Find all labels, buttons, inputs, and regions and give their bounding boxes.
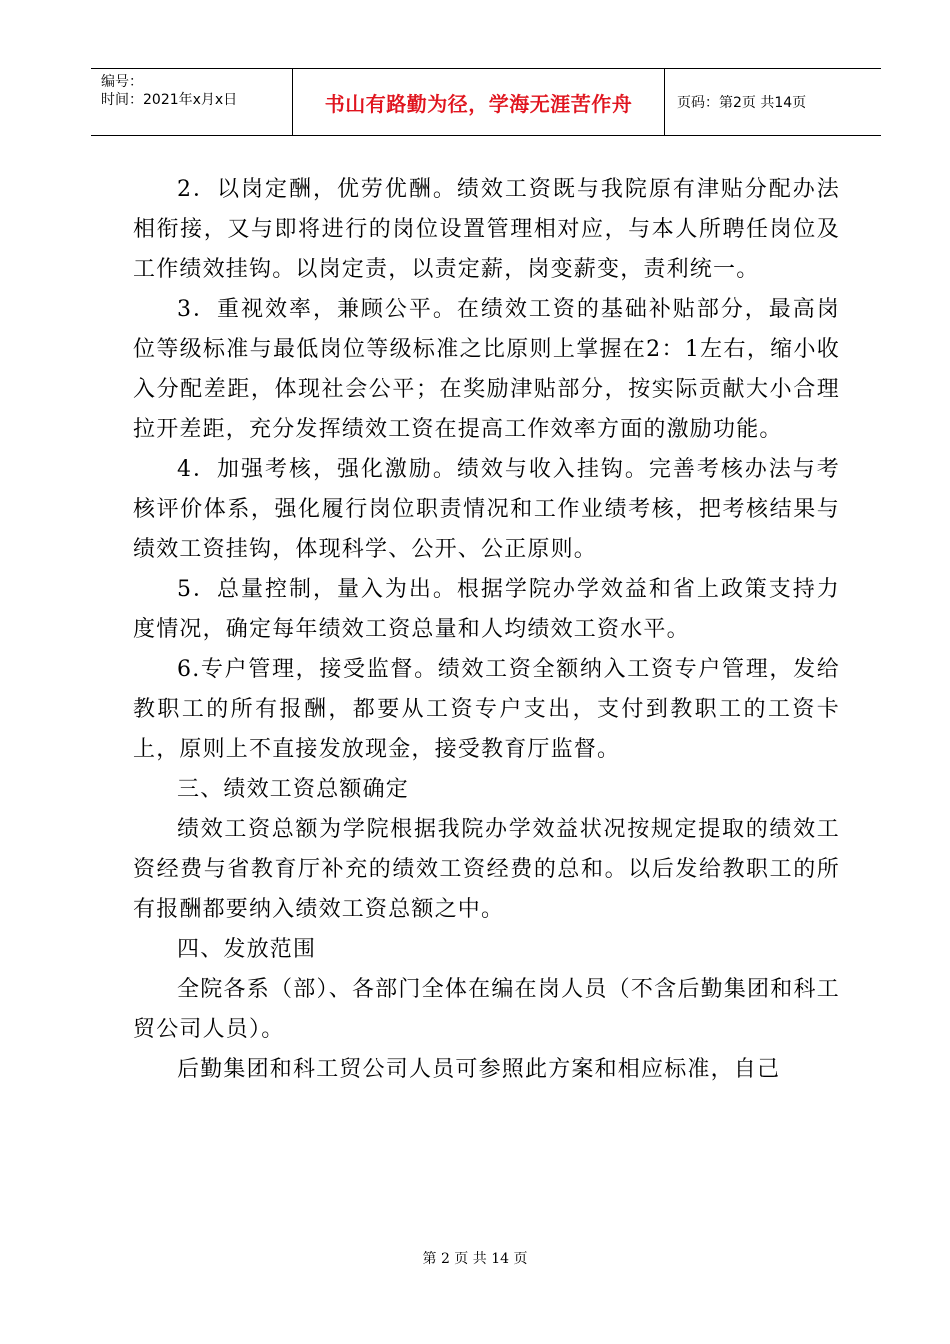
paragraph-principle-2: 2．以岗定酬，优劳优酬。绩效工资既与我院原有津贴分配办法相衔接，又与即将进行的岗位设置管理相对应，与本人所聘任岗位及工作绩效挂钩。以岗定责，以责定薪，岗变薪变，责利统一。	[133, 177, 840, 282]
paragraph-principle-6: 6.专户管理，接受监督。绩效工资全额纳入工资专户管理，发给教职工的所有报酬，都要从工资专户支出，支付到教职工的工资卡上，原则上不直接发放现金，接受教育厅监督。	[133, 657, 840, 762]
paragraph-logistics: 后勤集团和科工贸公司人员可参照此方案和相应标准，自己	[177, 1057, 781, 1082]
section-heading-3: 三、绩效工资总额确定	[177, 777, 410, 802]
document-number-label: 编号：	[101, 74, 143, 90]
header-page-info: 页码：第2页 共14页	[677, 95, 807, 111]
paragraph-total-amount: 绩效工资总额为学院根据我院办学效益状况按规定提取的绩效工资经费与省教育厅补充的绩效工资经费的总和。以后发给教职工的所有报酬都要纳入绩效工资总额之中。	[133, 817, 840, 922]
header-motto: 书山有路勤为径，学海无涯苦作舟	[293, 69, 665, 135]
paragraph-scope: 全院各系（部）、各部门全体在编在岗人员（不含后勤集团和科工贸公司人员）。	[133, 977, 840, 1042]
paragraph-principle-3: 3．重视效率，兼顾公平。在绩效工资的基础补贴部分，最高岗位等级标准与最低岗位等级标准之比原则上掌握在2：1左右，缩小收入分配差距，体现社会公平；在奖励津贴部分，按实际贡献大小合理拉开差距，充分发挥绩效工资在提高工作效率方面的激励功能。	[133, 297, 840, 442]
document-body	[133, 170, 840, 1090]
paragraph-principle-5: 5．总量控制，量入为出。根据学院办学效益和省上政策支持力度情况，确定每年绩效工资总量和人均绩效工资水平。	[133, 577, 840, 642]
section-heading-4: 四、发放范围	[177, 937, 317, 962]
header-meta	[91, 69, 293, 135]
paragraph-principle-4: 4．加强考核，强化激励。绩效与收入挂钩。完善考核办法与考核评价体系，强化履行岗位职责情况和工作业绩考核，把考核结果与绩效工资挂钩，体现科学、公开、公正原则。	[133, 457, 840, 562]
page-header	[91, 68, 881, 136]
page-footer: 第 2 页 共 14 页	[422, 1251, 528, 1267]
document-time-label: 时间：2021年x月x日	[101, 92, 238, 108]
